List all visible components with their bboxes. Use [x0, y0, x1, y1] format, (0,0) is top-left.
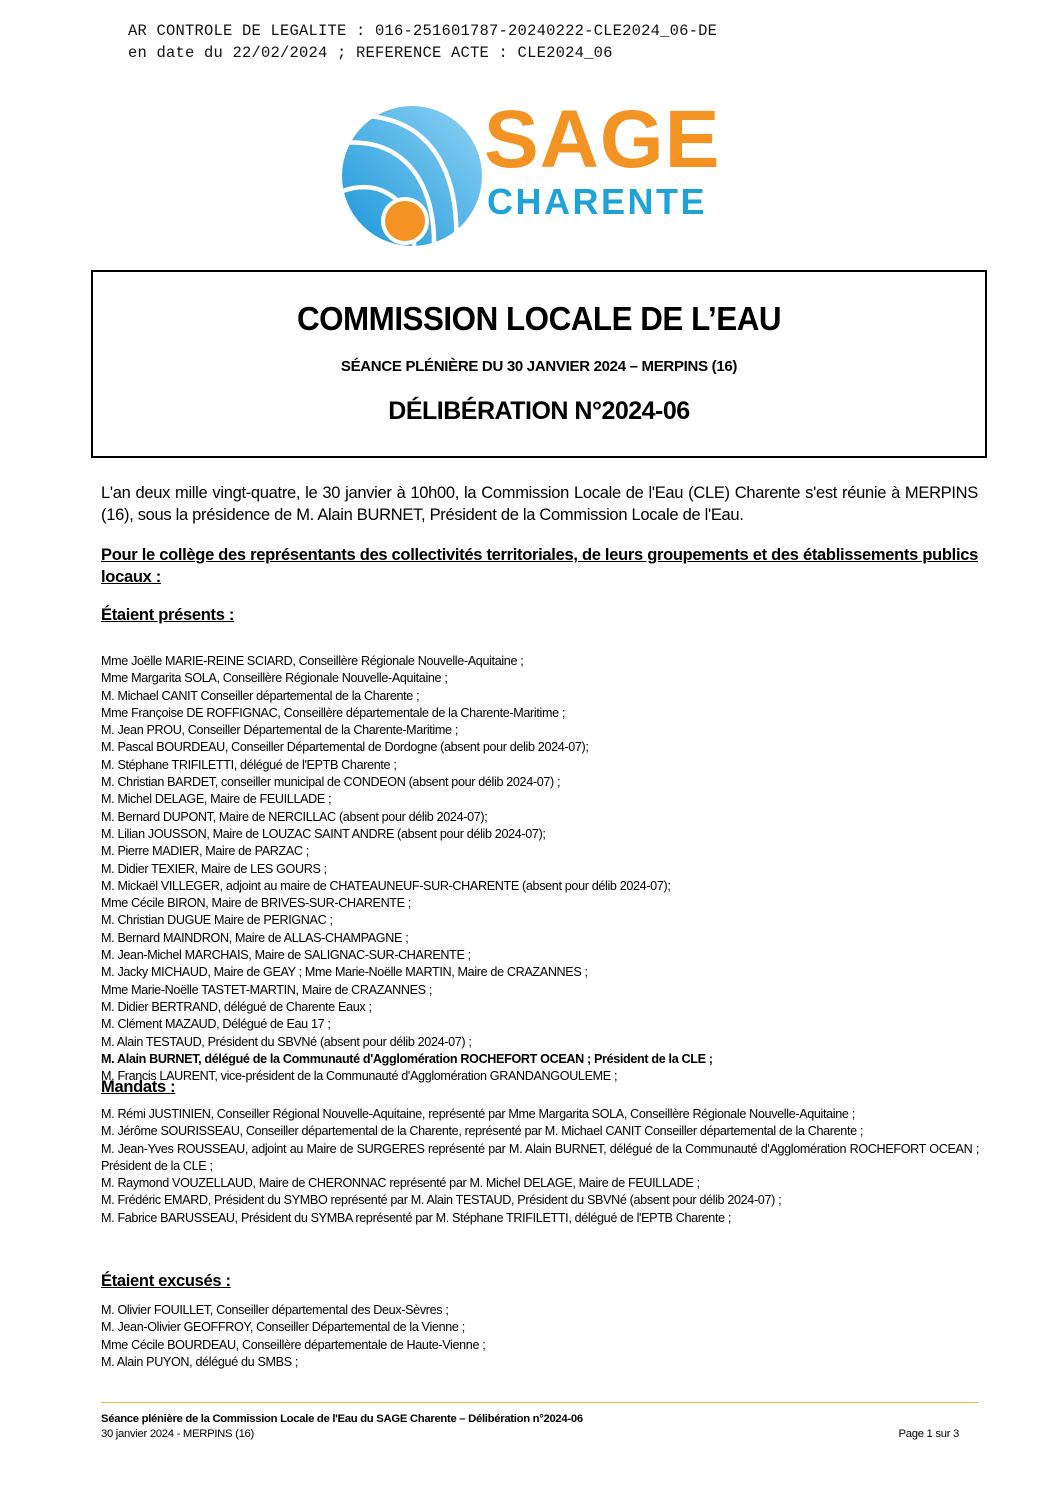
logo-text-sage: SAGE	[484, 94, 721, 185]
sage-charente-logo	[336, 94, 746, 249]
deliberation-number: DÉLIBÉRATION N°2024-06	[388, 397, 690, 425]
list-item: M. Michael CANIT Conseiller départemental de la Charente ;	[101, 688, 420, 703]
list-item: M. Didier TEXIER, Maire de LES GOURS ;	[101, 861, 327, 876]
list-item: M. Stéphane TRIFILETTI, délégué de l'EPTB Charente ;	[101, 757, 397, 772]
list-item: M. Olivier FOUILLET, Conseiller départemental des Deux-Sèvres ;	[101, 1303, 449, 1317]
footer-divider	[101, 1402, 979, 1403]
list-item: M. Bernard DUPONT, Maire de NERCILLAC (absent pour délib 2024-07);	[101, 809, 488, 824]
excuses-heading: Étaient excusés :	[101, 1272, 231, 1290]
excuses-list	[101, 1302, 979, 1371]
list-item: M. Pierre MADIER, Maire de PARZAC ;	[101, 844, 309, 859]
list-item: M. Jérôme SOURISSEAU, Conseiller départemental de la Charente, représenté par M. Michael CANIT Conseiller départemental de la Charente ;	[101, 1124, 864, 1139]
list-item: Mme Margarita SOLA, Conseillère Régionale Nouvelle-Aquitaine ;	[101, 671, 448, 686]
list-item: M. Raymond VOUZELLAUD, Maire de CHERONNAC représenté par M. Michel DELAGE, Maire de FEUILLADE ;	[101, 1176, 700, 1191]
list-item: Mme Françoise DE ROFFIGNAC, Conseillère départementale de la Charente-Maritime ;	[101, 705, 566, 720]
list-item: M. Pascal BOURDEAU, Conseiller Départemental de Dordogne (absent pour delib 2024-07);	[101, 740, 589, 755]
footer-title: Séance plénière de la Commission Locale de l'Eau du SAGE Charente – Délibération n°2024-06	[101, 1413, 583, 1425]
list-item: M. Mickaël VILLEGER, adjoint au maire de CHATEAUNEUF-SUR-CHARENTE (absent pour délib 2024-07);	[101, 878, 671, 893]
list-item: M. Christian DUGUE Maire de PERIGNAC ;	[101, 913, 333, 928]
list-item: Mme Joëlle MARIE-REINE SCIARD, Conseillère Régionale Nouvelle-Aquitaine ;	[101, 654, 524, 668]
list-item: Mme Cécile BIRON, Maire de BRIVES-SUR-CHARENTE ;	[101, 896, 411, 911]
logo-text-charente: CHARENTE	[487, 181, 708, 222]
list-item: M. Bernard MAINDRON, Maire de ALLAS-CHAMPAGNE ;	[101, 930, 409, 945]
list-item: M. Jacky MICHAUD, Maire de GEAY ; Mme Marie-Noëlle MARTIN, Maire de CRAZANNES ;	[101, 965, 588, 980]
page-number: Page 1 sur 3	[898, 1428, 959, 1440]
list-item: M. Christian BARDET, conseiller municipal de CONDEON (absent pour délib 2024-07) ;	[101, 775, 561, 790]
mandats-list	[101, 1106, 979, 1227]
list-item: Mme Cécile BOURDEAU, Conseillère départementale de Haute-Vienne ;	[101, 1337, 486, 1352]
list-item: M. Jean-Michel MARCHAIS, Maire de SALIGNAC-SUR-CHARENTE ;	[101, 948, 471, 963]
list-item: Mme Marie-Noëlle TASTET-MARTIN, Maire de CRAZANNES ;	[101, 982, 432, 997]
stamp-line-2: en date du 22/02/2024 ; REFERENCE ACTE : CLE2024_06	[128, 44, 613, 62]
list-item: M. Clément MAZAUD, Délégué de Eau 17 ;	[101, 1017, 331, 1032]
page-title: COMMISSION LOCALE DE L’EAU	[296, 300, 782, 337]
list-item: M. Fabrice BARUSSEAU, Président du SYMBA représenté par M. Stéphane TRIFILETTI, délégué de l'EPTB Charente ;	[101, 1210, 732, 1225]
globe-icon	[336, 104, 486, 249]
footer-date: 30 janvier 2024 - MERPINS (16)	[101, 1428, 254, 1440]
session-subtitle: SÉANCE PLÉNIÈRE DU 30 JANVIER 2024 – MERPINS (16)	[340, 358, 738, 375]
intro-paragraph: L'an deux mille vingt-quatre, le 30 janvier à 10h00, la Commission Locale de l'Eau (CLE) Charente s'est réunie à MERPINS (16), sous la présidence de M. Alain BURNET, Président de la Commission Locale de l'Eau.	[101, 484, 978, 524]
list-item: M. Jean-Yves ROUSSEAU, adjoint au Maire de SURGERES représenté par M. Alain BURNET, délégué de la Communauté d'Agglomération ROCHEFORT OCEAN ; Président de la CLE ;	[101, 1141, 979, 1173]
presents-list	[101, 653, 979, 1085]
list-item: M. Rémi JUSTINIEN, Conseiller Régional Nouvelle-Aquitaine, représenté par Mme Margarita SOLA, Conseillère Régionale Nouvelle-Aquitaine ;	[101, 1107, 855, 1121]
list-item: M. Jean-Olivier GEOFFROY, Conseiller Départemental de la Vienne ;	[101, 1320, 465, 1335]
list-item: M. Lilian JOUSSON, Maire de LOUZAC SAINT ANDRE (absent pour délib 2024-07);	[101, 826, 546, 841]
list-item: M. Jean PROU, Conseiller Départemental de la Charente-Maritime ;	[101, 723, 458, 738]
presents-heading: Étaient présents :	[101, 606, 235, 624]
list-item: M. Francis LAURENT, vice-président de la Communauté d'Agglomération GRANDANGOULEME ;	[101, 1069, 618, 1084]
list-item: M. Alain TESTAUD, Président du SBVNé (absent pour délib 2024-07) ;	[101, 1034, 472, 1049]
mandats-heading: Mandats :	[101, 1078, 176, 1096]
list-item: M. Alain PUYON, délégué du SMBS ;	[101, 1354, 299, 1369]
legality-stamp	[128, 20, 717, 64]
list-item: M. Frédéric EMARD, Président du SYMBO représenté par M. Alain TESTAUD, Président du SBVNé (absent pour délib 2024-07) ;	[101, 1193, 782, 1208]
list-item-president: M. Alain BURNET, délégué de la Communauté d'Agglomération ROCHEFORT OCEAN ; Président de la CLE ;	[101, 1051, 713, 1066]
stamp-line-1: AR CONTROLE DE LEGALITE : 016-251601787-20240222-CLE2024_06-DE	[128, 22, 718, 40]
list-item: M. Didier BERTRAND, délégué de Charente Eaux ;	[101, 999, 372, 1014]
college-heading: Pour le collège des représentants des collectivités territoriales, de leurs groupements et des établissements publics locaux :	[101, 546, 978, 586]
list-item: M. Michel DELAGE, Maire de FEUILLADE ;	[101, 792, 332, 807]
title-box	[91, 270, 987, 458]
